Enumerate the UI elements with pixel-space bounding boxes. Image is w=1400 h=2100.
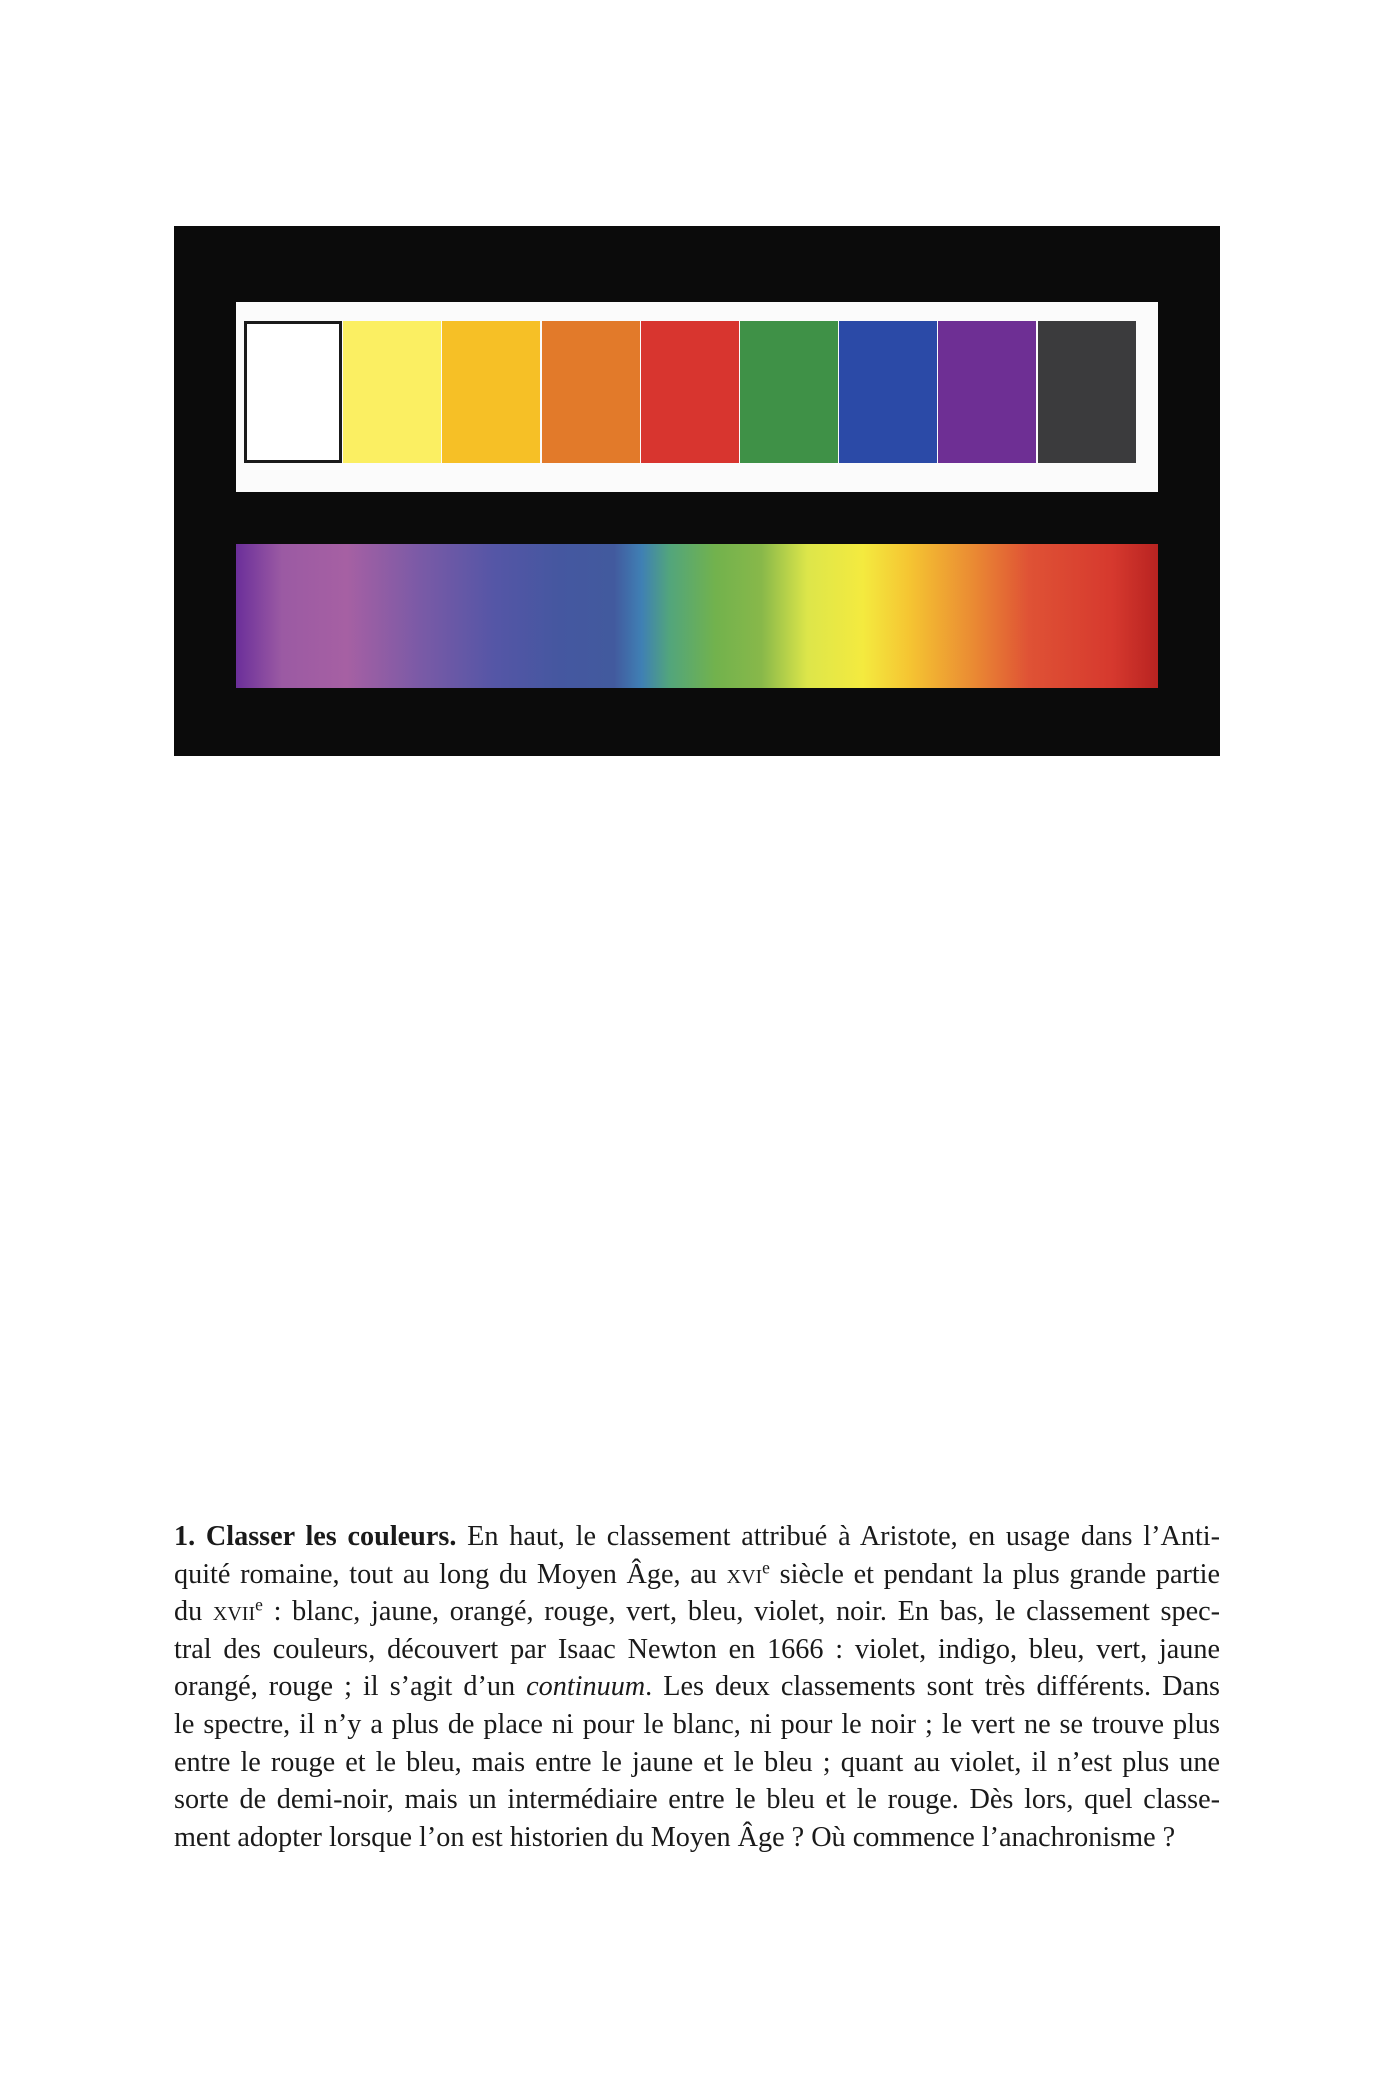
- color-swatch-vert: [740, 321, 838, 463]
- caption-text: xvii: [212, 1596, 256, 1628]
- caption-text: . Les deux classements sont très différents. Dans: [645, 1671, 1221, 1703]
- color-swatch-orange-2: [542, 321, 640, 463]
- caption-text: e: [762, 1556, 770, 1577]
- caption-text: tral des couleurs, découvert par Isaac Newton en 1666 : violet, indigo, bleu, vert, jaune: [174, 1633, 1220, 1665]
- caption-text: xvi: [726, 1558, 763, 1590]
- color-swatch-bleu: [839, 321, 937, 463]
- caption-text: le spectre, il n’y a plus de place ni pour le blanc, ni pour le noir ; le vert ne se trouve plus: [174, 1708, 1220, 1740]
- color-swatch-blanc: [244, 321, 342, 463]
- color-classification-figure: [174, 226, 1220, 756]
- caption-line: [174, 1744, 1220, 1782]
- color-swatch-noir: [1038, 321, 1136, 463]
- caption-line: [174, 1781, 1220, 1819]
- aristotle-color-order-panel: [236, 302, 1158, 492]
- color-swatch-orange: [442, 321, 540, 463]
- caption-line: [174, 1593, 1220, 1631]
- caption-text: orangé, rouge ; il s’agit d’un: [174, 1671, 527, 1703]
- color-swatch-rouge: [641, 321, 739, 463]
- caption-line: [174, 1819, 1220, 1857]
- caption-text: : blanc, jaune, orangé, rouge, vert, bleu, violet, noir. En bas, le classement spec-: [262, 1596, 1221, 1628]
- color-swatch-jaune: [343, 321, 441, 463]
- caption-text: e: [255, 1594, 263, 1615]
- caption-text: En haut, le classement attribué à Aristote, en usage dans l’Anti-: [456, 1521, 1220, 1552]
- caption-text: sorte de demi-noir, mais un intermédiaire entre le bleu et le rouge. Dès lors, quel classe-: [174, 1784, 1220, 1816]
- caption-heading: 1. Classer les couleurs.: [174, 1521, 457, 1552]
- caption-text: entre le rouge et le bleu, mais entre le jaune et le bleu ; quant au violet, il n’est plus une: [174, 1746, 1220, 1778]
- caption-line: [174, 1556, 1220, 1594]
- caption-text: ment adopter lorsque l’on est historien du Moyen Âge ? Où commence l’anachronisme ?: [174, 1821, 1176, 1853]
- color-swatch-violet: [938, 321, 1036, 463]
- caption-line: [174, 1668, 1220, 1706]
- caption-text: continuum: [526, 1671, 646, 1703]
- caption-line: [174, 1631, 1220, 1669]
- caption-line: [174, 1706, 1220, 1744]
- caption-line: [174, 1518, 1220, 1556]
- newton-spectrum-band: [236, 544, 1158, 688]
- caption-text: du: [174, 1596, 213, 1628]
- caption-text: siècle et pendant la plus grande partie: [769, 1558, 1221, 1590]
- figure-caption: [174, 1518, 1220, 1856]
- caption-text: quité romaine, tout au long du Moyen Âge, au: [174, 1558, 727, 1590]
